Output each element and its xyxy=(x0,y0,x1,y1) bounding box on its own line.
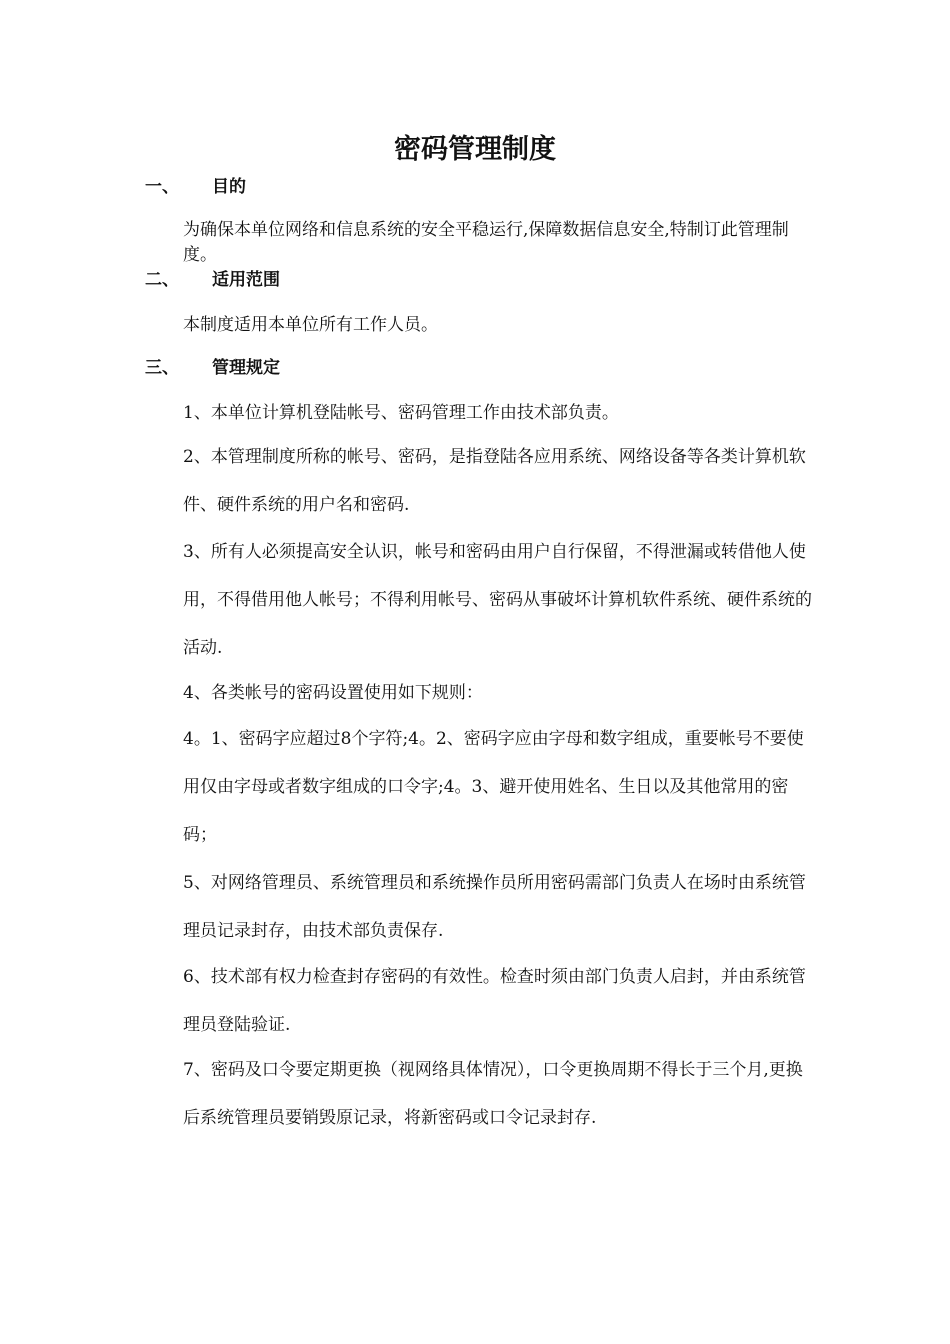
rule-paragraph: 4。1、密码字应超过8个字符;4。2、密码字应由字母和数字组成，重要帐号不要使用仅由字母或者数字组成的口令字;4。3、避开使用姓名、生日以及其他常用的密码； xyxy=(183,729,804,845)
page-title: 密码管理制度 xyxy=(394,134,556,165)
section-heading-scope xyxy=(145,268,280,292)
section-number: 二、 xyxy=(145,270,179,290)
section-title: 目的 xyxy=(212,177,246,197)
section-heading-rules xyxy=(145,356,280,380)
section-title: 管理规定 xyxy=(212,358,280,378)
section-number: 一、 xyxy=(145,177,179,197)
rule-paragraph: 2、本管理制度所称的帐号、密码，是指登陆各应用系统、网络设备等各类计算机软件、硬件系统的用户名和密码. xyxy=(183,447,806,515)
rule-paragraph: 6、技术部有权力检查封存密码的有效性。检查时须由部门负责人启封，并由系统管理员登陆验证. xyxy=(183,967,806,1035)
rule-paragraph: 5、对网络管理员、系统管理员和系统操作员所用密码需部门负责人在场时由系统管理员记录封存，由技术部负责保存. xyxy=(183,873,806,941)
section-heading-purpose xyxy=(145,175,246,199)
section-title: 适用范围 xyxy=(212,270,280,290)
paragraph: 本制度适用本单位所有工作人员。 xyxy=(183,315,438,335)
rule-paragraph: 1、本单位计算机登陆帐号、密码管理工作由技术部负责。 xyxy=(183,403,619,423)
paragraph: 为确保本单位网络和信息系统的安全平稳运行,保障数据信息安全,特制订此管理制度。 xyxy=(183,220,789,265)
section-number: 三、 xyxy=(145,358,179,378)
rule-paragraph: 3、所有人必须提高安全认识，帐号和密码由用户自行保留，不得泄漏或转借他人使用，不得借用他人帐号；不得利用帐号、密码从事破坏计算机软件系统、硬件系统的活动. xyxy=(183,542,812,658)
rule-paragraph: 7、密码及口令要定期更换（视网络具体情况），口令更换周期不得长于三个月,更换后系统管理员要销毁原记录，将新密码或口令记录封存. xyxy=(183,1060,803,1128)
rule-paragraph: 4、各类帐号的密码设置使用如下规则： xyxy=(183,683,483,703)
